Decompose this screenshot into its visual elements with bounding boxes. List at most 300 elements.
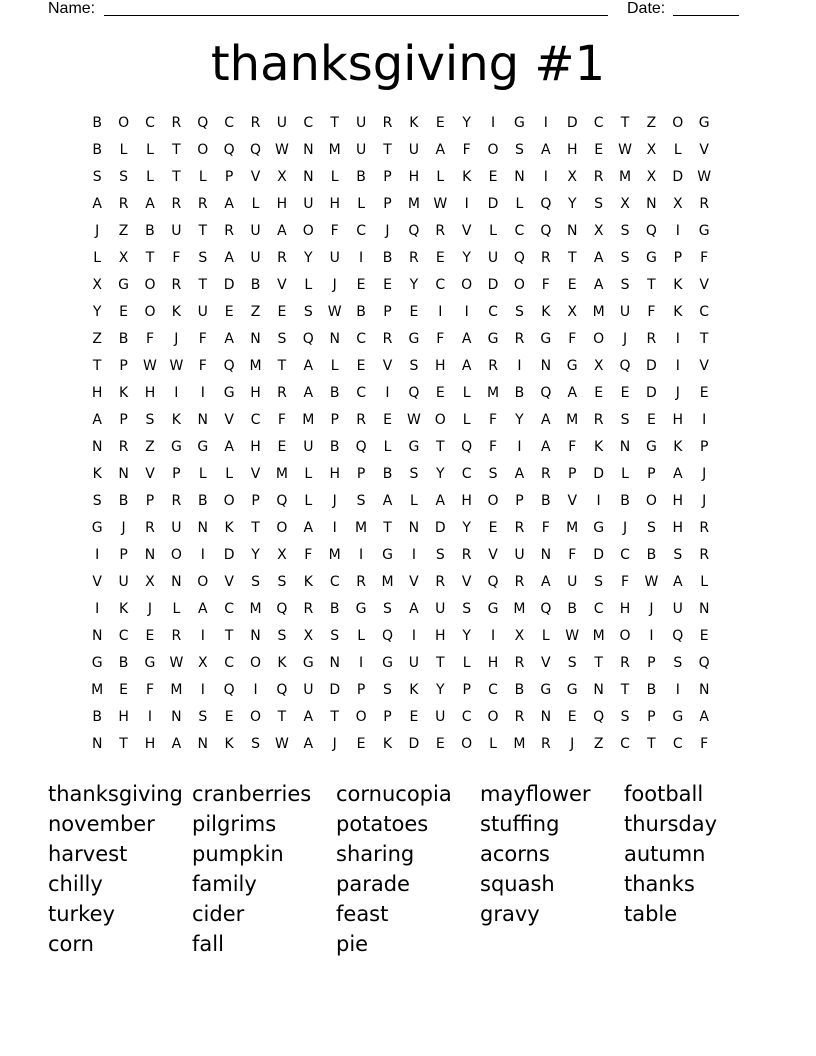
grid-letter: S [198, 709, 208, 725]
grid-letter: N [250, 628, 261, 644]
grid-letter: A [409, 601, 419, 617]
grid-letter: Y [462, 115, 471, 131]
grid-letter: L [251, 196, 260, 212]
grid-letter: Q [197, 115, 209, 131]
grid-letter: T [647, 736, 656, 752]
grid-letter: Y [462, 628, 471, 644]
grid-letter: H [250, 439, 261, 455]
grid-letter: F [277, 412, 286, 428]
grid-letter: E [620, 385, 630, 401]
grid-letter: C [435, 277, 446, 293]
grid-letter: S [119, 169, 129, 185]
grid-letter: L [489, 736, 497, 752]
grid-letter: P [145, 493, 155, 509]
grid-letter: J [622, 331, 628, 347]
grid-letter: A [224, 331, 234, 347]
word-list-item: pumpkin [192, 842, 284, 866]
grid-letter: W [275, 142, 289, 158]
grid-letter: K [594, 439, 604, 455]
grid-letter: M [328, 547, 341, 563]
grid-letter: V [541, 655, 551, 671]
grid-letter: Z [593, 736, 604, 752]
grid-letter: N [698, 682, 710, 698]
grid-row [84, 704, 734, 731]
grid-letter: I [464, 304, 469, 320]
grid-letter: I [359, 547, 364, 563]
grid-letter: E [145, 628, 155, 644]
grid-letter: S [356, 493, 366, 509]
grid-letter: H [435, 628, 446, 644]
grid-letter: I [649, 628, 654, 644]
grid-letter: M [592, 304, 605, 320]
grid-letter: W [644, 574, 659, 590]
grid-letter: E [594, 385, 604, 401]
grid-letter: U [118, 574, 129, 590]
grid-letter: A [593, 277, 604, 293]
word-list-item: chilly [48, 872, 103, 896]
grid-letter: S [383, 601, 392, 617]
grid-letter: O [513, 277, 525, 293]
grid-letter: O [276, 520, 288, 536]
grid-letter: C [514, 223, 525, 239]
word-column [336, 779, 480, 959]
grid-letter: G [91, 520, 103, 536]
grid-letter: S [277, 574, 287, 590]
grid-letter: R [118, 439, 129, 455]
grid-letter: A [541, 412, 551, 428]
grid-letter: D [593, 466, 604, 482]
grid-row [84, 677, 734, 704]
grid-letter: F [541, 277, 550, 293]
grid-row [84, 272, 734, 299]
grid-letter: H [329, 466, 340, 482]
grid-letter: A [699, 709, 709, 725]
grid-letter: I [200, 682, 205, 698]
grid-letter: E [224, 304, 234, 320]
grid-letter: V [461, 223, 472, 239]
grid-letter: N [250, 331, 261, 347]
grid-letter: D [566, 115, 578, 131]
grid-row [84, 407, 734, 434]
grid-letter: B [646, 682, 657, 698]
grid-letter: E [594, 142, 604, 158]
grid-letter: D [487, 196, 499, 212]
grid-letter: Q [381, 628, 393, 644]
grid-letter: G [382, 547, 393, 563]
grid-letter: N [329, 655, 340, 671]
grid-letter: A [92, 412, 102, 428]
grid-letter: I [332, 520, 337, 536]
grid-letter: O [672, 115, 684, 131]
grid-letter: I [200, 385, 205, 401]
grid-letter: C [356, 331, 366, 347]
word-list-item: table [624, 902, 678, 926]
grid-letter: R [277, 385, 287, 401]
grid-letter: P [356, 466, 366, 482]
grid-letter: C [224, 115, 235, 131]
grid-letter: M [618, 169, 632, 185]
grid-letter: P [224, 169, 234, 185]
grid-letter: Q [223, 358, 235, 374]
grid-letter: O [144, 277, 156, 293]
name-blank-line[interactable] [104, 15, 608, 16]
grid-letter: X [672, 196, 683, 212]
grid-letter: E [646, 412, 656, 428]
grid-letter: L [462, 385, 471, 401]
grid-letter: H [118, 709, 129, 725]
word-list-item: november [48, 812, 155, 836]
grid-letter: Y [409, 277, 419, 293]
grid-letter: O [197, 142, 209, 158]
grid-letter: K [224, 520, 234, 536]
grid-letter: I [411, 628, 416, 644]
grid-letter: G [487, 331, 499, 347]
grid-letter: Q [223, 682, 235, 698]
grid-letter: Q [540, 196, 552, 212]
grid-letter: L [462, 412, 471, 428]
grid-letter: A [673, 574, 683, 590]
grid-letter: J [332, 736, 337, 752]
word-list-item: feast [336, 902, 389, 926]
grid-letter: U [355, 142, 367, 158]
grid-letter: A [303, 736, 314, 752]
grid-letter: N [619, 439, 631, 455]
grid-letter: B [382, 466, 393, 482]
grid-letter: C [356, 385, 366, 401]
grid-letter: S [515, 304, 524, 320]
grid-letter: L [198, 169, 207, 185]
grid-letter: E [356, 736, 366, 752]
grid-letter: Q [302, 331, 314, 347]
grid-letter: J [702, 493, 707, 509]
grid-letter: N [171, 574, 182, 590]
grid-letter: H [91, 385, 103, 401]
grid-letter: M [275, 466, 288, 482]
grid-letter: I [147, 709, 153, 725]
word-list-item: corn [48, 932, 94, 956]
grid-letter: G [645, 250, 657, 266]
grid-letter: F [330, 223, 339, 239]
grid-letter: B [145, 223, 155, 239]
grid-row [84, 191, 734, 218]
grid-letter: O [197, 574, 209, 590]
grid-letter: Z [118, 223, 129, 239]
grid-letter: B [92, 142, 102, 158]
grid-letter: A [461, 358, 472, 374]
word-list-item: sharing [336, 842, 415, 866]
grid-letter: E [356, 277, 366, 293]
grid-letter: N [540, 358, 552, 374]
grid-letter: V [699, 277, 709, 293]
grid-letter: U [514, 547, 525, 563]
grid-letter: P [119, 358, 128, 374]
grid-letter: C [461, 709, 472, 725]
grid-letter: Q [408, 223, 420, 239]
grid-letter: G [540, 331, 552, 347]
grid-letter: T [224, 628, 234, 644]
grid-letter: J [121, 520, 126, 536]
grid-letter: B [567, 601, 578, 617]
grid-letter: S [620, 223, 630, 239]
grid-row [84, 596, 734, 623]
grid-letter: H [619, 601, 631, 617]
grid-row [84, 542, 734, 569]
grid-letter: O [250, 709, 262, 725]
grid-letter: A [303, 358, 314, 374]
grid-letter: J [332, 493, 337, 509]
grid-letter: E [435, 250, 445, 266]
grid-letter: X [646, 142, 657, 158]
grid-letter: W [433, 196, 448, 212]
grid-letter: K [541, 304, 551, 320]
grid-letter: E [119, 304, 129, 320]
grid-letter: K [118, 601, 129, 617]
grid-letter: L [357, 196, 365, 212]
grid-letter: H [672, 412, 684, 428]
grid-letter: V [409, 574, 419, 590]
grid-letter: W [618, 142, 632, 158]
grid-letter: H [461, 493, 472, 509]
grid-letter: J [332, 277, 337, 293]
grid-letter: S [330, 628, 340, 644]
grid-letter: K [171, 412, 181, 428]
grid-letter: G [540, 682, 552, 698]
grid-letter: S [277, 331, 287, 347]
grid-letter: V [461, 574, 472, 590]
grid-letter: Q [276, 493, 288, 509]
grid-letter: B [329, 601, 340, 617]
grid-letter: S [145, 412, 155, 428]
grid-letter: R [699, 196, 710, 212]
grid-letter: T [172, 169, 181, 185]
grid-letter: E [277, 304, 287, 320]
grid-letter: A [224, 439, 234, 455]
grid-letter: R [250, 115, 261, 131]
grid-letter: T [594, 655, 603, 671]
grid-letter: E [435, 736, 445, 752]
grid-letter: N [540, 709, 552, 725]
grid-letter: R [171, 196, 182, 212]
grid-letter: F [489, 439, 498, 455]
grid-letter: E [409, 709, 419, 725]
grid-letter: X [277, 169, 287, 185]
grid-row [84, 245, 734, 272]
grid-letter: O [487, 709, 499, 725]
grid-letter: T [145, 250, 155, 266]
grid-letter: I [253, 682, 258, 698]
grid-letter: T [620, 682, 630, 698]
grid-letter: A [303, 709, 314, 725]
grid-row [84, 515, 734, 542]
grid-letter: X [567, 304, 578, 320]
grid-letter: S [409, 358, 419, 374]
grid-letter: U [487, 250, 499, 266]
grid-letter: L [541, 628, 550, 644]
grid-letter: D [223, 277, 235, 293]
grid-letter: F [436, 331, 445, 347]
grid-letter: E [383, 412, 392, 428]
grid-letter: J [570, 736, 575, 752]
grid-letter: J [675, 385, 680, 401]
grid-row [84, 326, 734, 353]
grid-letter: M [513, 601, 526, 617]
grid-letter: R [435, 574, 446, 590]
grid-letter: B [514, 682, 525, 698]
grid-letter: R [171, 115, 182, 131]
grid-letter: A [145, 196, 155, 212]
grid-letter: E [383, 277, 392, 293]
grid-letter: L [146, 169, 154, 185]
grid-letter: S [620, 412, 630, 428]
grid-letter: X [92, 277, 102, 293]
grid-letter: B [118, 331, 129, 347]
grid-row [84, 164, 734, 191]
grid-row [84, 461, 734, 488]
grid-letter: R [540, 466, 551, 482]
grid-letter: N [91, 736, 103, 752]
grid-letter: J [702, 466, 707, 482]
grid-letter: L [700, 574, 709, 590]
grid-letter: R [382, 115, 393, 131]
grid-letter: D [223, 547, 235, 563]
grid-letter: O [302, 223, 314, 239]
grid-letter: P [647, 655, 656, 671]
grid-row [84, 380, 734, 407]
grid-letter: B [356, 169, 366, 185]
grid-letter: A [382, 493, 393, 509]
grid-letter: A [303, 385, 314, 401]
grid-letter: I [95, 601, 100, 617]
grid-letter: T [330, 709, 339, 725]
grid-letter: Q [513, 250, 525, 266]
grid-letter: F [700, 250, 709, 266]
grid-letter: E [119, 682, 129, 698]
grid-letter: N [329, 331, 340, 347]
word-list-item: gravy [480, 902, 540, 926]
grid-letter: F [304, 547, 313, 563]
grid-letter: P [356, 682, 366, 698]
grid-letter: E [488, 169, 498, 185]
grid-letter: P [330, 412, 339, 428]
grid-letter: K [673, 277, 683, 293]
grid-letter: Z [92, 331, 102, 347]
grid-letter: H [566, 142, 578, 158]
grid-letter: G [698, 223, 710, 239]
grid-letter: B [250, 277, 261, 293]
grid-letter: R [540, 736, 551, 752]
grid-letter: U [672, 601, 683, 617]
grid-letter: E [567, 709, 577, 725]
grid-letter: Q [223, 142, 235, 158]
grid-letter: I [517, 439, 522, 455]
grid-letter: P [251, 493, 260, 509]
grid-letter: P [383, 169, 392, 185]
grid-letter: F [700, 736, 709, 752]
grid-letter: I [490, 115, 496, 131]
grid-letter: S [673, 547, 683, 563]
grid-letter: W [697, 169, 712, 185]
grid-row [84, 623, 734, 650]
grid-letter: U [197, 304, 208, 320]
grid-letter: B [514, 385, 525, 401]
grid-letter: Y [304, 250, 313, 266]
grid-letter: K [118, 385, 129, 401]
grid-letter: R [593, 169, 604, 185]
grid-letter: M [91, 682, 104, 698]
grid-letter: Q [540, 385, 552, 401]
word-list-item: autumn [624, 842, 706, 866]
grid-letter: G [382, 655, 393, 671]
grid-row [84, 434, 734, 461]
grid-letter: X [567, 169, 578, 185]
grid-letter: Z [145, 439, 155, 455]
grid-letter: W [275, 736, 289, 752]
grid-row [84, 488, 734, 515]
grid-letter: U [171, 520, 182, 536]
grid-letter: V [224, 412, 234, 428]
grid-letter: T [435, 655, 445, 671]
grid-letter: G [408, 439, 420, 455]
word-list-item: mayflower [480, 782, 591, 806]
grid-letter: H [672, 493, 684, 509]
grid-letter: C [620, 736, 630, 752]
grid-letter: F [568, 547, 577, 563]
grid-letter: I [490, 628, 496, 644]
grid-letter: F [568, 439, 577, 455]
grid-letter: C [329, 574, 340, 590]
grid-letter: A [567, 385, 578, 401]
grid-letter: F [647, 304, 656, 320]
grid-letter: A [435, 142, 446, 158]
grid-letter: D [329, 682, 341, 698]
grid-letter: H [487, 655, 499, 671]
grid-letter: I [438, 304, 443, 320]
grid-letter: L [462, 655, 471, 671]
grid-letter: R [382, 331, 393, 347]
grid-letter: J [385, 223, 390, 239]
grid-letter: W [406, 412, 421, 428]
grid-letter: I [385, 385, 390, 401]
grid-letter: Q [408, 385, 420, 401]
word-list-item: pie [336, 932, 369, 956]
grid-letter: K [673, 304, 683, 320]
grid-letter: S [673, 655, 683, 671]
grid-letter: O [118, 115, 130, 131]
grid-letter: O [355, 709, 367, 725]
grid-letter: G [593, 520, 605, 536]
grid-letter: Q [645, 223, 657, 239]
grid-letter: P [383, 709, 392, 725]
grid-row [84, 299, 734, 326]
grid-letter: B [92, 115, 102, 131]
grid-letter: R [171, 628, 182, 644]
date-blank-line[interactable] [673, 15, 739, 16]
grid-letter: G [223, 385, 235, 401]
grid-letter: W [143, 358, 157, 374]
grid-letter: V [250, 466, 261, 482]
grid-letter: V [567, 493, 578, 509]
grid-letter: U [303, 439, 314, 455]
grid-letter: L [489, 223, 497, 239]
grid-letter: F [145, 682, 154, 698]
grid-letter: H [276, 196, 288, 212]
grid-letter: D [646, 358, 657, 374]
grid-letter: X [646, 169, 657, 185]
grid-letter: L [383, 439, 392, 455]
grid-letter: E [356, 358, 366, 374]
grid-letter: H [144, 736, 156, 752]
grid-letter: O [461, 736, 473, 752]
